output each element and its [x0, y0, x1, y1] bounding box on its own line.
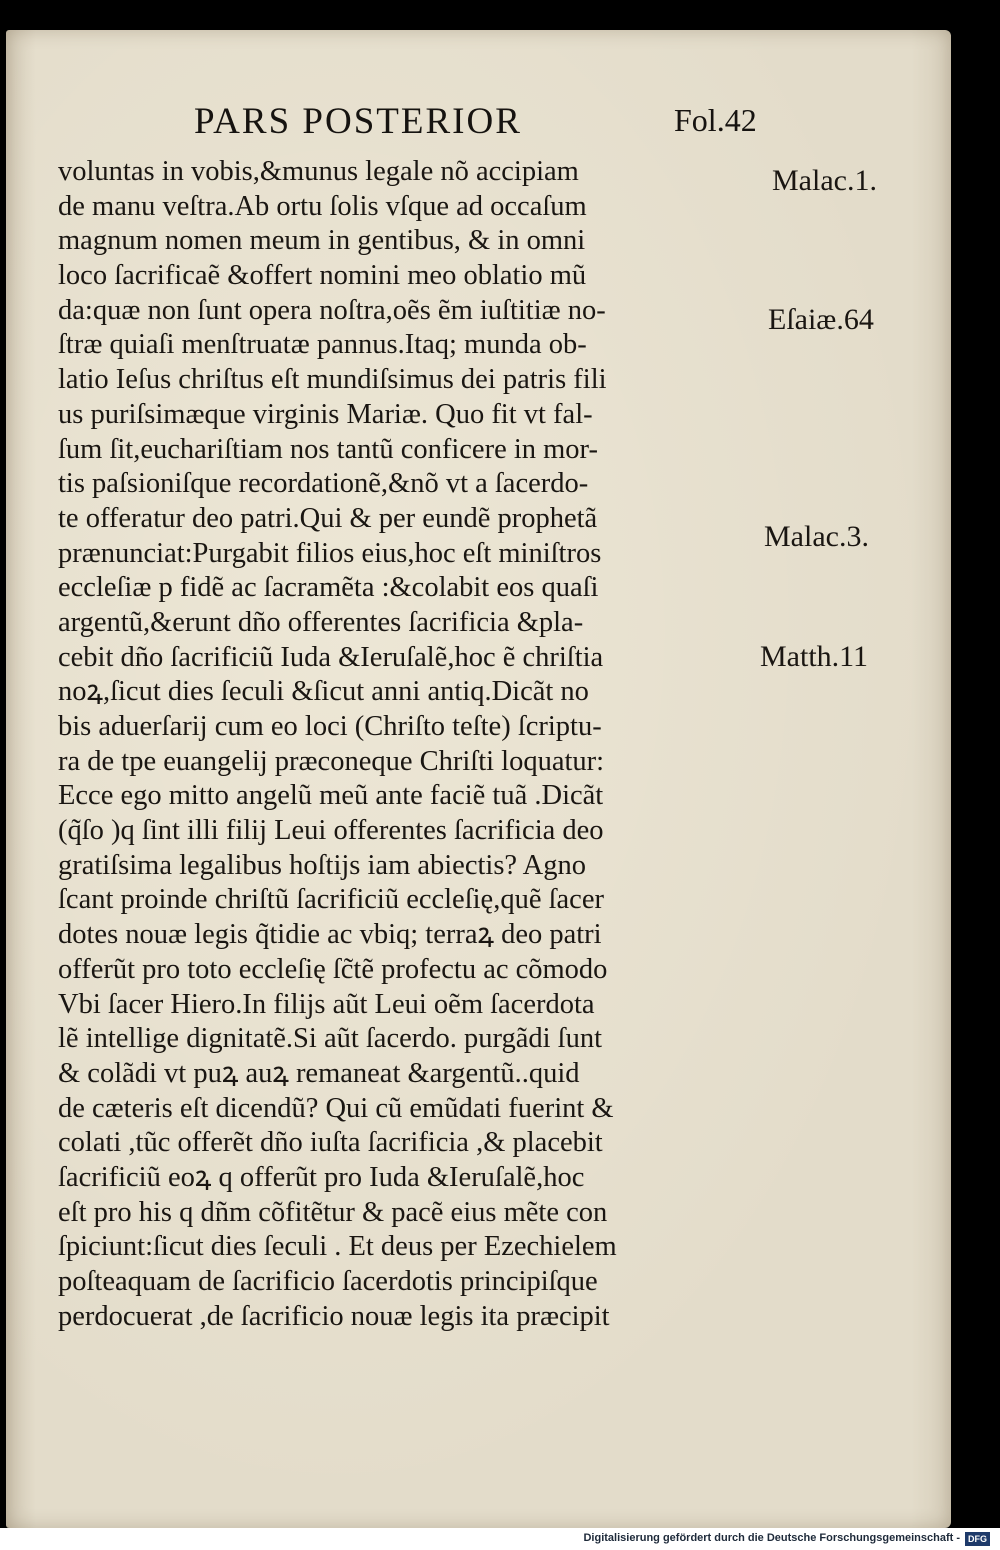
text-line: latio Ieſus chriſtus eſt mundiſsimus dei patris fili — [58, 364, 607, 396]
text-line: voluntas in vobis,&munus legale nõ accipiam — [58, 156, 579, 187]
margin-note: Malac.1. — [772, 164, 877, 197]
dfg-logo: DFG — [965, 1532, 990, 1546]
text-line: loco ſacrificaẽ &offert nomini meo oblatio mũ — [58, 260, 587, 292]
text-line: lẽ intellige dignitatẽ.Si aũt ſacerdo. purgãdi ſunt — [58, 1023, 603, 1055]
running-head: PARS POSTERIOR — [194, 101, 522, 142]
text-line: da:quæ non ſunt opera noſtra,oẽs ẽm iuſtitiæ no- — [58, 294, 606, 326]
text-line: ſum ſit,euchariſtiam nos tantũ conficere in mor- — [58, 433, 598, 465]
text-line: perdocuerat ,de ſacrificio nouæ legis ita præcipit — [58, 1300, 610, 1332]
text-line: ſtræ quiaſi menſtruatæ pannus.Itaq; munda ob- — [58, 329, 587, 361]
text-line: & colãdi vt puꝝ auꝝ remaneat &argentũ..quid — [58, 1057, 580, 1089]
digitization-footer — [0, 1528, 1000, 1550]
text-line: argentũ,&erunt dño offerentes ſacrificia &pla- — [58, 606, 584, 638]
text-line: gratiſsima legalibus hoſtijs iam abiectis? Agno — [58, 849, 586, 881]
text-line: Ecce ego mitto angelũ meũ ante faciẽ tuã .Dicãt — [58, 780, 604, 812]
text-line: cebit dño ſacrificiũ Iuda &Ieruſalẽ,hoc ẽ chriſtia — [58, 641, 604, 673]
text-line: colati ,tũc offerẽt dño iuſta ſacrificia ,& placebit — [58, 1127, 603, 1159]
text-line: ra de tpe euangelij præconeque Chriſti loquatur: — [58, 745, 605, 777]
text-line: de manu veſtra.Ab ortu ſolis vſque ad occaſum — [58, 190, 587, 222]
text-line: dotes nouæ legis q̃tidie ac vbiq; terraꝝ deo patri — [58, 919, 602, 951]
text-line: magnum nomen meum in gentibus, & in omni — [58, 225, 586, 257]
funding-credit: Digitalisierung gefördert durch die Deutsche Forschungsgemeinschaft - — [583, 1532, 960, 1544]
text-line: ſcant proinde chriſtũ ſacrificiũ eccleſię,quẽ ſacer — [58, 884, 604, 916]
body-text — [58, 155, 770, 1334]
text-line: Vbi ſacer Hiero.In filijs aũt Leui oẽm ſacerdota — [58, 988, 595, 1020]
margin-note: Eſaiæ.64 — [768, 303, 874, 336]
margin-note: Malac.3. — [764, 520, 869, 553]
text-line: eſt pro his q dñm cõfitẽtur & pacẽ eius mẽte con — [58, 1196, 608, 1228]
text-line: eccleſiæ p fidẽ ac ſacramẽta :&colabit eos quaſi — [58, 572, 599, 604]
text-line: bis aduerſarij cum eo loci (Chriſto teſte) ſcriptu- — [58, 711, 602, 742]
text-line: noꝝ,ſicut dies ſeculi &ſicut anni antiq.Dicãt no — [58, 676, 589, 708]
margin-note: Matth.11 — [760, 640, 869, 673]
text-line: ſacrificiũ eoꝝ q offerũt pro Iuda &Ieruſalẽ,hoc — [58, 1161, 585, 1193]
book-page — [6, 30, 951, 1528]
text-line: tis paſsioniſque recordationẽ,&nõ vt a ſacerdo- — [58, 468, 589, 500]
text-line: us puriſsimæque virginis Mariæ. Quo fit vt fal- — [58, 398, 593, 430]
text-line: te offeratur deo patri.Qui & per eundẽ prophetã — [58, 502, 598, 534]
text-line: de cæteris eſt dicendũ? Qui cũ emũdati fuerint & — [58, 1092, 614, 1124]
text-line: ſpiciunt:ſicut dies ſeculi . Et deus per Ezechielem — [58, 1231, 617, 1263]
text-line: prænunciat:Purgabit filios eius,hoc eſt miniſtros — [58, 537, 602, 569]
text-line: (q̃ſo )q ſint illi filij Leui offerentes ſacrificia deo — [58, 815, 604, 847]
folio-number: Fol.42 — [674, 102, 757, 138]
text-line: poſteaquam de ſacrificio ſacerdotis principiſque — [58, 1266, 598, 1297]
text-line: offerũt pro toto eccleſię ſc̃tẽ profectu ac cõmodo — [58, 953, 608, 985]
